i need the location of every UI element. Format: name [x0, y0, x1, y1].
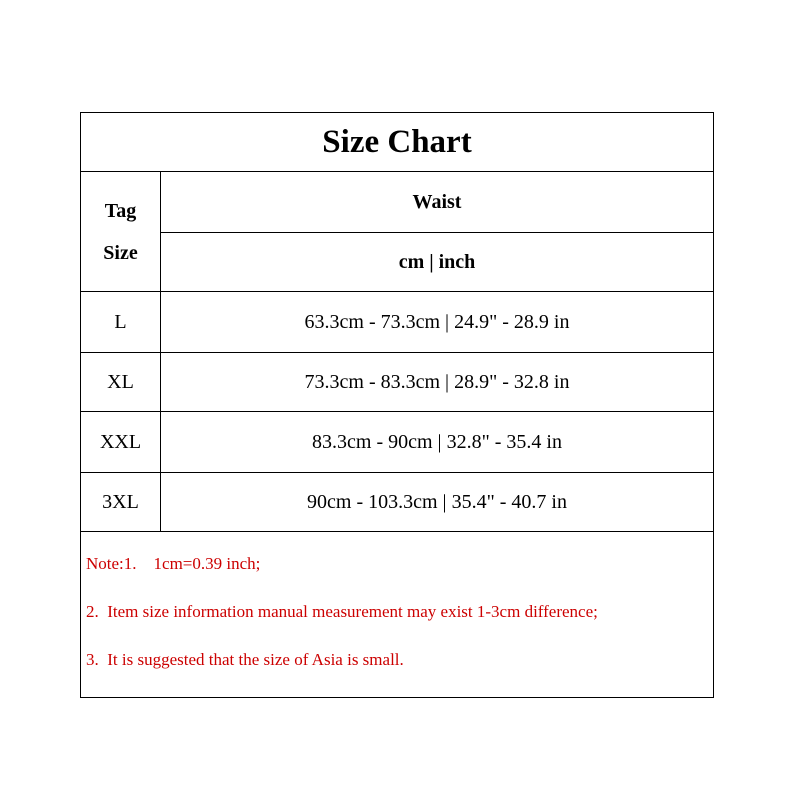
- notes-section: [81, 540, 713, 684]
- row-value: 83.3cm - 90cm | 32.8" - 35.4 in: [161, 412, 713, 473]
- row-size: XL: [81, 353, 161, 412]
- row-size: 3XL: [81, 473, 161, 532]
- units-header: cm | inch: [161, 233, 713, 292]
- note-line: 3. It is suggested that the size of Asia is small.: [86, 650, 404, 669]
- row-value: 63.3cm - 73.3cm | 24.9" - 28.9 in: [161, 292, 713, 353]
- row-value: 90cm - 103.3cm | 35.4" - 40.7 in: [161, 473, 713, 532]
- row-value: 73.3cm - 83.3cm | 28.9" - 32.8 in: [161, 353, 713, 412]
- tag-size-header-line1: Tag: [104, 199, 137, 222]
- row-size: L: [81, 292, 161, 353]
- size-chart-table: [80, 112, 714, 698]
- tag-size-header-line2: Size: [103, 241, 138, 264]
- tag-size-header: [81, 172, 161, 292]
- size-grid: [81, 172, 713, 532]
- note-line: 2. Item size information manual measurement may exist 1-3cm difference;: [86, 602, 598, 621]
- waist-header: Waist: [161, 172, 713, 233]
- chart-title: Size Chart: [81, 113, 713, 172]
- note-line: Note:1. 1cm=0.39 inch;: [86, 554, 261, 573]
- row-size: XXL: [81, 412, 161, 473]
